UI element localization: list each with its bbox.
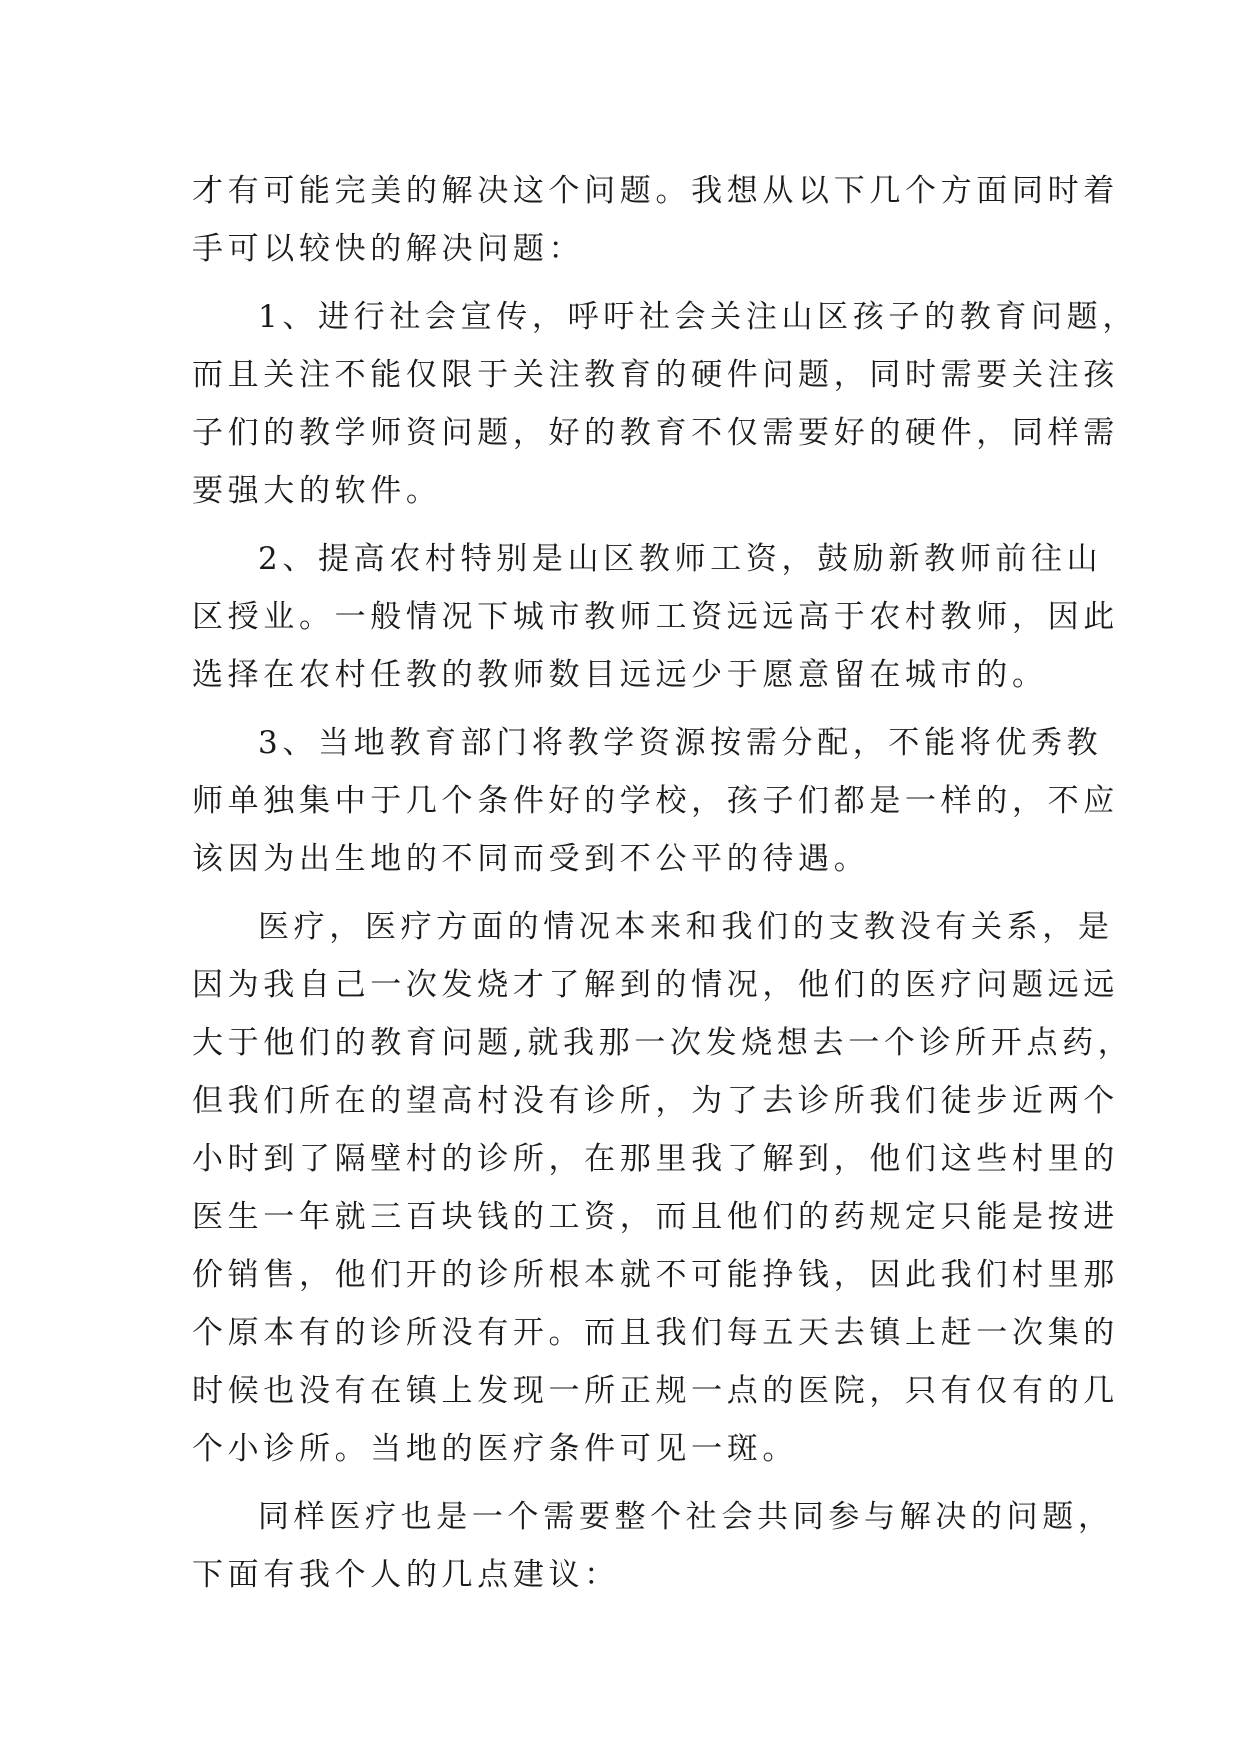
text-line: 3、当地教育部门将教学资源按需分配，不能将优秀教 bbox=[258, 725, 1103, 761]
text-line: 个原本有的诊所没有开。而且我们每五天去镇上赶一次集的 bbox=[192, 1315, 1119, 1351]
text-line: 2、提高农村特别是山区教师工资，鼓励新教师前往山 bbox=[258, 541, 1103, 577]
paragraph-gap bbox=[192, 1478, 1062, 1488]
text-line: 选择在农村任教的教师数目远远少于愿意留在城市的。 bbox=[192, 657, 1048, 693]
paragraph-gap bbox=[192, 888, 1062, 898]
text-line: 但我们所在的望高村没有诊所，为了去诊所我们徒步近两个 bbox=[192, 1083, 1119, 1119]
text-line: 因为我自己一次发烧才了解到的情况，他们的医疗问题远远 bbox=[192, 967, 1119, 1003]
document-body bbox=[192, 162, 1138, 1604]
paragraph-gap bbox=[192, 278, 1062, 288]
paragraph-gap bbox=[192, 520, 1062, 530]
text-line: 子们的教学师资问题，好的教育不仅需要好的硬件，同样需 bbox=[192, 415, 1119, 451]
paragraph-gap bbox=[192, 704, 1062, 714]
text-line: 大于他们的教育问题,就我那一次发烧想去一个诊所开点药， bbox=[192, 1025, 1134, 1061]
paragraph bbox=[192, 288, 1138, 520]
text-line: 个小诊所。当地的医疗条件可见一斑。 bbox=[192, 1431, 799, 1467]
text-line: 价销售，他们开的诊所根本就不可能挣钱，因此我们村里那 bbox=[192, 1257, 1119, 1293]
text-line: 才有可能完美的解决这个问题。我想从以下几个方面同时着 bbox=[192, 173, 1119, 209]
text-line: 同样医疗也是一个需要整个社会共同参与解决的问题， bbox=[258, 1499, 1114, 1535]
paragraph bbox=[192, 1488, 1114, 1604]
text-line: 要强大的软件。 bbox=[192, 473, 442, 509]
paragraph bbox=[192, 162, 1119, 278]
text-line: 而且关注不能仅限于关注教育的硬件问题，同时需要关注孩 bbox=[192, 357, 1119, 393]
text-line: 医生一年就三百块钱的工资，而且他们的药规定只能是按进 bbox=[192, 1199, 1119, 1235]
text-line: 该因为出生地的不同而受到不公平的待遇。 bbox=[192, 841, 870, 877]
text-line: 小时到了隔壁村的诊所，在那里我了解到，他们这些村里的 bbox=[192, 1141, 1119, 1177]
paragraph bbox=[192, 530, 1119, 704]
text-line: 1、进行社会宣传，呼吁社会关注山区孩子的教育问题， bbox=[258, 299, 1138, 335]
paragraph bbox=[192, 898, 1134, 1478]
text-line: 时候也没有在镇上发现一所正规一点的医院，只有仅有的几 bbox=[192, 1373, 1119, 1409]
text-line: 区授业。一般情况下城市教师工资远远高于农村教师，因此 bbox=[192, 599, 1119, 635]
text-line: 医疗，医疗方面的情况本来和我们的支教没有关系，是 bbox=[258, 909, 1114, 945]
paragraph bbox=[192, 714, 1119, 888]
text-line: 师单独集中于几个条件好的学校，孩子们都是一样的，不应 bbox=[192, 783, 1119, 819]
text-line: 手可以较快的解决问题： bbox=[192, 231, 585, 267]
text-line: 下面有我个人的几点建议： bbox=[192, 1557, 620, 1593]
